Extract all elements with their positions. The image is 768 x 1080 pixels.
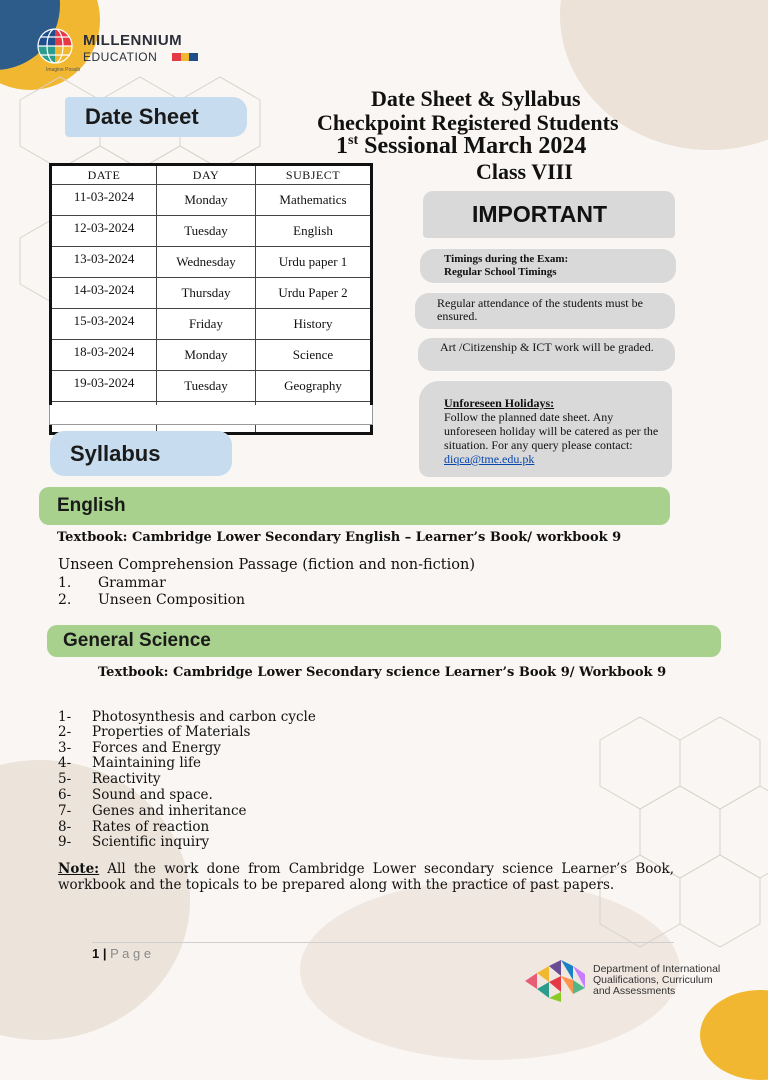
science-heading: General Science [47, 625, 721, 657]
logo-color-bars [172, 53, 198, 61]
table-row [51, 247, 372, 278]
science-item-num: 7- [58, 803, 72, 819]
table-row [51, 185, 372, 216]
science-note: Note: All the work done from Cambridge Lower secondary science Learner’s Book, workbook and the topicals to be prepared along with the practice of past papers. [58, 861, 674, 893]
column-header-date: DATE [51, 165, 157, 185]
date-sheet-label: Date Sheet [65, 97, 247, 137]
science-item-num: 9- [58, 834, 72, 850]
logo-name: MILLENNIUM [83, 32, 183, 49]
english-item-text: Unseen Composition [98, 592, 246, 608]
attendance-box: Regular attendance of the students must be ensured. [415, 293, 675, 329]
table-cell-day: Tuesday [157, 216, 256, 247]
column-header-day: DAY [157, 165, 256, 185]
table-cell-day: Tuesday [157, 371, 256, 402]
english-intro: Unseen Comprehension Passage (fiction and non-fiction) [58, 557, 475, 573]
science-item-text: Genes and inheritance [92, 803, 247, 819]
science-item-num: 8- [58, 819, 72, 835]
table-row [51, 278, 372, 309]
english-heading: English [39, 487, 670, 525]
art-ict-box: Art /Citizenship & ICT work will be graded. [418, 338, 675, 371]
science-item-num: 1- [58, 709, 72, 725]
science-item-text: Scientific inquiry [92, 834, 210, 850]
table-cell-date: 15-03-2024 [51, 309, 157, 340]
science-item-num: 5- [58, 771, 72, 787]
table-cell-subject: Science [256, 340, 372, 371]
holidays-box: Unforeseen Holidays: Follow the planned date sheet. Any unforeseen holiday will be catered as per the situation. For any query please contact: diqca@tme.edu.pk [419, 381, 672, 477]
table-cell-day: Monday [157, 185, 256, 216]
table-row [51, 216, 372, 247]
science-item-text: Maintaining life [92, 755, 201, 771]
science-item-text: Reactivity [92, 771, 161, 787]
table-cell-date: 19-03-2024 [51, 371, 157, 402]
table-empty-footer [49, 405, 373, 425]
english-item-num: 2. [58, 592, 72, 608]
table-cell-day: Thursday [157, 278, 256, 309]
globe-logo-icon [36, 27, 74, 65]
table-cell-subject: History [256, 309, 372, 340]
table-cell-date: 18-03-2024 [51, 340, 157, 371]
english-item-text: Grammar [98, 575, 166, 591]
table-row [51, 371, 372, 402]
table-cell-day: Monday [157, 340, 256, 371]
science-item-num: 3- [58, 740, 72, 756]
title-line-4: Class VIII [476, 159, 573, 184]
table-cell-day: Friday [157, 309, 256, 340]
page-number: 1 | P a g e [92, 946, 152, 961]
science-item-text: Photosynthesis and carbon cycle [92, 709, 316, 725]
science-item-num: 4- [58, 755, 72, 771]
title-line-3: 1st Sessional March 2024 [336, 133, 587, 159]
title-line-1: Date Sheet & Syllabus [371, 86, 581, 111]
table-row [51, 340, 372, 371]
english-textbook: Textbook: Cambridge Lower Secondary English – Learner’s Book/ workbook 9 [57, 530, 622, 545]
dept-logo-icon [523, 958, 589, 1004]
logo-tagline: Imagine Possib [46, 67, 81, 73]
table-row [51, 309, 372, 340]
science-item-text: Forces and Energy [92, 740, 221, 756]
footer-divider [92, 942, 674, 943]
science-item-num: 6- [58, 787, 72, 803]
table-cell-subject: Urdu paper 1 [256, 247, 372, 278]
english-item-num: 1. [58, 575, 72, 591]
science-item-num: 2- [58, 724, 72, 740]
table-header-row [51, 165, 372, 185]
table-cell-day: Wednesday [157, 247, 256, 278]
important-heading: IMPORTANT [423, 191, 675, 238]
table-cell-date: 14-03-2024 [51, 278, 157, 309]
dept-name: Department of International Qualifications, Curriculum and Assessments [593, 963, 721, 997]
table-cell-date: 12-03-2024 [51, 216, 157, 247]
science-item-text: Sound and space. [92, 787, 213, 803]
title-line-2: Checkpoint Registered Students [317, 110, 619, 135]
corner-yellow-bottom-right [700, 990, 768, 1080]
contact-email-link[interactable]: diqca@tme.edu.pk [444, 452, 535, 466]
science-item-text: Properties of Materials [92, 724, 251, 740]
bg-hex-pattern-right [560, 700, 768, 960]
table-cell-subject: Geography [256, 371, 372, 402]
table-cell-subject: Urdu Paper 2 [256, 278, 372, 309]
exam-timings-box: Timings during the Exam: Regular School Timings [420, 249, 676, 283]
date-sheet-table [49, 163, 373, 435]
science-textbook: Textbook: Cambridge Lower Secondary science Learner’s Book 9/ Workbook 9 [98, 665, 667, 680]
table-cell-subject: Mathematics [256, 185, 372, 216]
table-cell-date: 11-03-2024 [51, 185, 157, 216]
table-cell-date: 13-03-2024 [51, 247, 157, 278]
syllabus-label: Syllabus [50, 431, 232, 476]
table-cell-subject: English [256, 216, 372, 247]
column-header-subject: SUBJECT [256, 165, 372, 185]
science-item-text: Rates of reaction [92, 819, 210, 835]
logo-subname: EDUCATION [83, 50, 158, 64]
